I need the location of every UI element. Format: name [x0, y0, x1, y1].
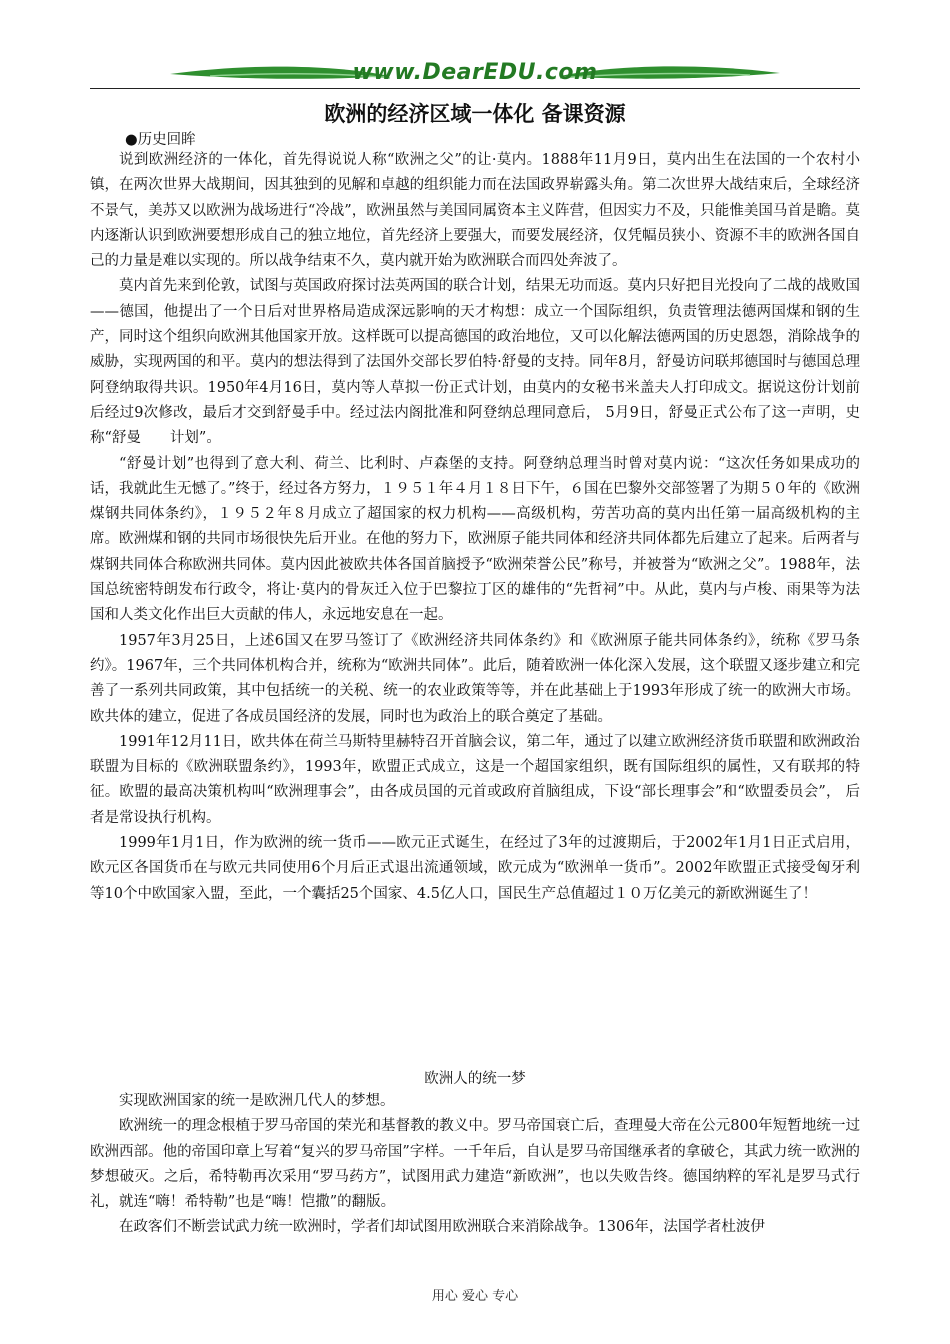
paragraph-2: 莫内首先来到伦敦，试图与英国政府探讨法英两国的联合计划，结果无功而返。莫内只好把目光投向了二战的战败国——德国，他提出了一个日后对世界格局造成深远影响的天才构想：成立一个国际组织，负责管理法德两国煤和钢的生产，同时这个组织向欧洲其他国家开放。这样既可以提高德国的政治地位，又可以化解法德两国的历史恩怨，消除战争的威胁，实现两国的和平。莫内的想法得到了法国外交部长罗伯特·舒曼的支持。同年8月，舒曼访问联邦德国时与德国总理阿登纳取得共识。1950年4月16日，莫内等人草拟一份正式计划，由莫内的女秘书米盖夫人打印成文。据说这份计划前后经过9次修改，最后才交到舒曼手中。经过法内阁批准和阿登纳总理同意后， 5月9日，舒曼正式公布了这一声明，史称“舒曼 计划”。: [90, 278, 860, 447]
paragraph-4: 1957年3月25日，上述6国又在罗马签订了《欧洲经济共同体条约》和《欧洲原子能共同体条约》，统称《罗马条约》。1967年，三个共同体机构合并，统称为“欧洲共同体”。此后，随着欧洲一体化深入发展，这个联盟又逐步建立和完善了一系列共同政策，其中包括统一的关税、统一的农业政策等等，并在此基础上于1993年形成了统一的欧洲大市场。欧共体的建立，促进了各成员国经济的发展，同时也为政治上的联合奠定了基础。: [90, 632, 860, 725]
paragraph-9: 在政客们不断尝试武力统一欧洲时，学者们却试图用欧洲联合来消除战争。1306年，法国学者杜波伊: [119, 1219, 765, 1236]
page-footer: 用心 爱心 专心: [431, 1289, 519, 1304]
article-body: [90, 148, 860, 907]
paragraph-5: 1991年12月11日，欧共体在荷兰马斯特里赫特召开首脑会议，第二年，通过了以建立欧洲经济货币联盟和欧洲政治联盟为目标的《欧洲联盟条约》，1993年，欧盟正式成立，这是一个超国家组织，既有国际组织的属性，又有联邦的特征。欧盟的最高决策机构叫“欧洲理事会”，由各成员国的元首或政府首脑组成，下设“部长理事会”和“欧盟委员会”， 后者是常设执行机构。: [90, 733, 860, 826]
subsection-title: 欧洲人的统一梦: [424, 1071, 526, 1087]
paragraph-1: 说到欧洲经济的一体化，首先得说说人称“欧洲之父”的让·莫内。1888年11月9日，莫内出生在法国的一个农村小镇，在两次世界大战期间，因其独到的见解和卓越的组织能力而在法国政界崭露头角。第二次世界大战结束后，全球经济不景气，美苏又以欧洲为战场进行“冷战”，欧洲虽然与美国同属资本主义阵营，但因实力不及，只能惟美国马首是瞻。莫内逐渐认识到欧洲要想形成自己的独立地位，首先经济上要强大，而要发展经济，仅凭幅员狭小、资源不丰的欧洲各国自己的力量是难以实现的。所以战争结束不久，莫内就开始为欧洲联合而四处奔波了。: [90, 152, 860, 270]
site-header: [90, 58, 860, 92]
page-title: 欧洲的经济区域一体化 备课资源: [324, 101, 626, 126]
section-heading: ●历史回眸: [125, 132, 196, 148]
paragraph-6: 1999年1月1日，作为欧洲的统一货币——欧元正式诞生，在经过了3年的过渡期后，于2002年1月1日正式启用，欧元区各国货币在与欧元共同使用6个月后正式退出流通领域，欧元成为“欧洲单一货币”。2002年欧盟正式接受匈牙利等10个中欧国家入盟，至此，一个囊括25个国家、4.5亿人口，国民生产总值超过１０万亿美元的新欧洲诞生了！: [90, 835, 860, 902]
header-rule: [90, 88, 860, 89]
article-body-continued: [90, 1089, 860, 1241]
paragraph-8: 欧洲统一的理念根植于罗马帝国的荣光和基督教的教义中。罗马帝国衰亡后，查理曼大帝在公元800年短暂地统一过欧洲西部。他的帝国印章上写着“复兴的罗马帝国”字样。一千年后，自认是罗马帝国继承者的拿破仑，其武力统一欧洲的梦想破灭。之后，希特勒再次采用“罗马药方”，试图用武力建造“新欧洲”，也以失败告终。德国纳粹的军礼是罗马式行礼，就连“嗨！希特勒”也是“嗨！恺撒”的翻版。: [90, 1118, 860, 1211]
paragraph-7: 实现欧洲国家的统一是欧洲几代人的梦想。: [119, 1093, 395, 1109]
paragraph-3: “舒曼计划”也得到了意大利、荷兰、比利时、卢森堡的支持。阿登纳总理当时曾对莫内说：“这次任务如果成功的话，我就此生无憾了。”终于，经过各方努力，１９５１年４月１８日下午，６国在巴黎外交部签署了为期５０年的《欧洲煤钢共同体条约》，１９５２年８月成立了超国家的权力机构——高级机构，劳苦功高的莫内出任第一届高级机构的主席。欧洲煤和钢的共同市场很快先后开业。在他的努力下，欧洲原子能共同体和经济共同体都先后建立了起来。后两者与煤钢共同体合称欧洲共同体。莫内因此被欧共体各国首脑授予“欧洲荣誉公民”称号，并被誉为“欧洲之父”。1988年，法国总统密特朗发布行政令，将让·莫内的骨灰迁入位于巴黎拉丁区的雄伟的“先哲祠”中。从此，莫内与卢梭、雨果等为法国和人类文化作出巨大贡献的伟人，永远地安息在一起。: [90, 455, 860, 624]
site-logo-text[interactable]: www.DearEDU.com: [352, 60, 598, 85]
